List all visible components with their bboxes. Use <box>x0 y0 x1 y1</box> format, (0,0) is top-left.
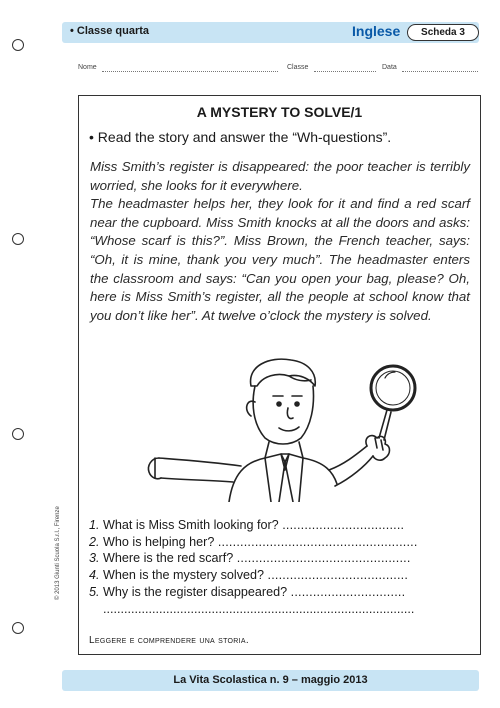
answer-field-3[interactable]: ............................................... <box>236 551 411 566</box>
question-4: 4. When is the mystery solved? ...................................... <box>89 568 409 583</box>
answer-field-4[interactable]: ...................................... <box>267 568 409 583</box>
answer-field-1[interactable]: ................................. <box>282 518 405 532</box>
class-level: • Classe quarta <box>70 25 150 37</box>
subject-title: Inglese <box>352 23 401 39</box>
learning-objective: Leggere e comprendere una storia. <box>89 635 249 646</box>
header-bar <box>62 22 479 43</box>
name-label: Nome <box>78 64 97 71</box>
class-label: Classe <box>287 64 309 71</box>
binder-hole-middle-top <box>12 233 24 245</box>
binder-hole-middle-bottom <box>12 428 24 440</box>
footer-bar: La Vita Scolastica n. 9 – maggio 2013 <box>62 670 479 691</box>
worksheet-box <box>78 95 481 655</box>
detective-with-magnifying-glass-icon <box>129 354 419 502</box>
answer-field-5-continuation[interactable]: ......................................................................................... <box>103 601 415 616</box>
copyright-notice: © 2013 Giunti Scuola S.r.l., Firenze <box>55 506 61 600</box>
instruction: • Read the story and answer the “Wh-questions”. <box>89 129 392 145</box>
question-3: 3. Where is the red scarf? ............................................... <box>89 551 411 566</box>
class-field[interactable] <box>314 71 376 72</box>
name-field[interactable] <box>102 71 278 72</box>
story-paragraph-2: The headmaster helps her, they look for it and find a red scarf near the cupboard. Miss Smith knocks at all the doors and asks: “Whose scarf is this?”. Miss Brown, the French teacher, says: “Oh, it is mine, thank you very much”. The headmaster enters the classroom and says: “Can you open your bag, please? Oh, here is Miss Smith’s register, all the people at school know that you don’t like her”. At twelve o’clock the mystery is solved. <box>90 196 470 323</box>
answer-field-2[interactable]: ...................................................... <box>217 534 418 549</box>
binder-hole-bottom <box>12 622 24 634</box>
student-info-line <box>78 64 478 76</box>
questions-list <box>89 517 474 617</box>
binder-hole-top <box>12 39 24 51</box>
answer-field-5[interactable]: ............................... <box>290 584 406 599</box>
story-text <box>90 158 470 325</box>
date-label: Data <box>382 64 397 71</box>
question-1: 1. What is Miss Smith looking for? ................................. <box>89 518 405 532</box>
question-2: 2. Who is helping her? ...................................................... <box>89 534 418 549</box>
question-5: 5. Why is the register disappeared? ............................... <box>89 584 406 599</box>
story-paragraph-1: Miss Smith’s register is disappeared: the poor teacher is terribly worried, she looks for it everywhere. <box>90 159 470 193</box>
sheet-badge: Scheda 3 <box>407 24 479 41</box>
date-field[interactable] <box>402 71 478 72</box>
worksheet-title: A MYSTERY TO SOLVE/1 <box>196 104 363 120</box>
